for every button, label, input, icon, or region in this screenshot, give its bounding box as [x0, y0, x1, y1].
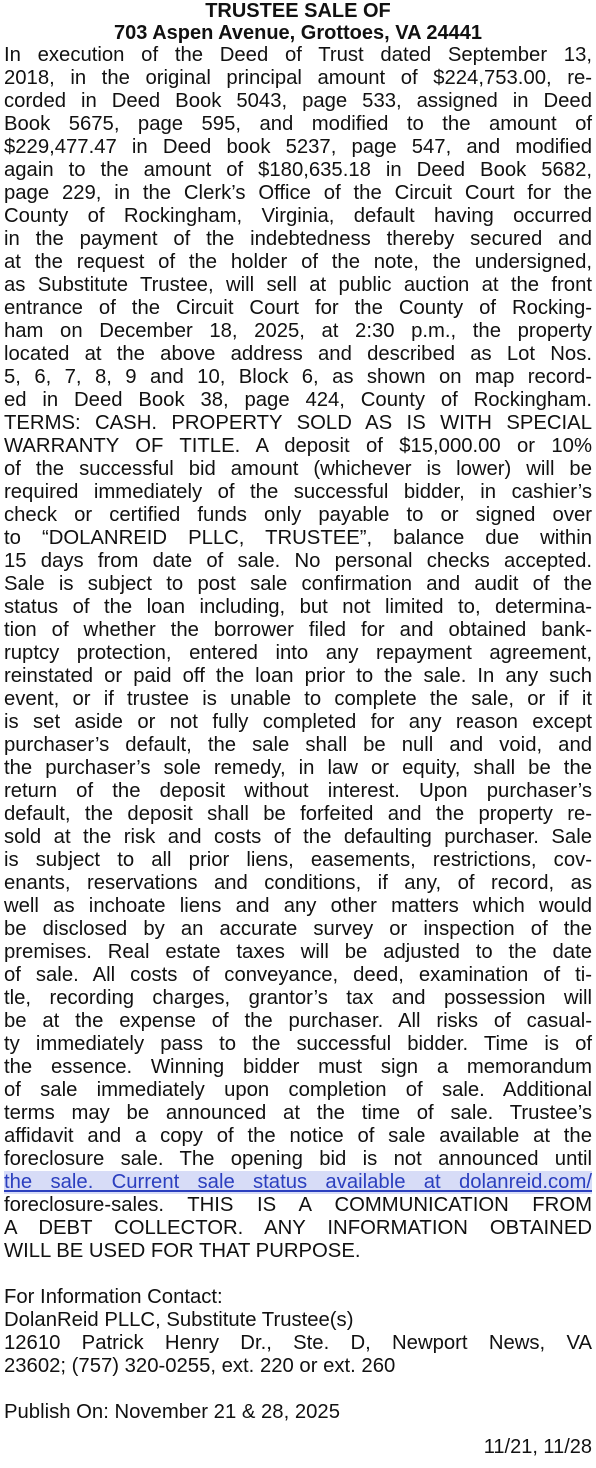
publish-on-text: Publish On: November 21 & 28, 2025 [4, 1401, 340, 1423]
body-line: of the successful bid amount (whichever is lower) will be [4, 458, 592, 480]
body-line: ruptcy protection, entered into any repayment agreement, [4, 642, 592, 664]
sale-status-link[interactable]: the sale. Current sale status available at dolanreid.com/ [4, 1171, 592, 1193]
title-line-1: TRUSTEE SALE OF [205, 0, 391, 22]
body-line: foreclosure sale. The opening bid is not announced until [4, 1148, 592, 1170]
body-line: purchaser’s default, the sale shall be null and void, and [4, 734, 592, 756]
title-line-2-address: 703 Aspen Avenue, Grottoes, VA 24441 [114, 22, 482, 44]
body-line: ham on December 18, 2025, at 2:30 p.m., the property [4, 320, 592, 342]
body-line: terms may be announced at the time of sale. Trustee’s [4, 1102, 592, 1124]
body-line: status of the loan including, but not limited to, determina- [4, 596, 592, 618]
contact-block [4, 1286, 592, 1378]
body-line: located at the above address and described as Lot Nos. [4, 343, 592, 365]
body-line: the purchaser’s sole remedy, in law or equity, shall be the [4, 757, 592, 779]
body-line: Sale is subject to post sale confirmation and audit of the [4, 573, 592, 595]
body-line: as Substitute Trustee, will sell at public auction at the front [4, 274, 592, 296]
body-line: County of Rockingham, Virginia, default having occurred [4, 205, 592, 227]
body-line: ty immediately pass to the successful bidder. Time is of [4, 1033, 592, 1055]
body-line: check or certified funds only payable to or signed over [4, 504, 592, 526]
body-line: is subject to all prior liens, easements, restrictions, cov- [4, 849, 592, 871]
legal-notice [4, 0, 592, 1424]
body-line: return of the deposit without interest. Upon purchaser’s [4, 780, 592, 802]
body-line: again to the amount of $180,635.18 in Deed Book 5682, [4, 159, 592, 181]
body-line: 5, 6, 7, 8, 9 and 10, Block 6, as shown on map record- [4, 366, 592, 388]
publication-dates-code: 11/21, 11/28 [483, 1436, 592, 1458]
body-line: ed in Deed Book 38, page 424, County of Rockingham. [4, 389, 592, 411]
body-line: reinstated or paid off the loan prior to the sale. In any such [4, 665, 592, 687]
notice-title [4, 0, 592, 44]
body-line: premises. Real estate taxes will be adjusted to the date [4, 941, 592, 963]
body-line: 15 days from date of sale. No personal checks accepted. [4, 550, 592, 572]
body-tail-line: foreclosure-sales. THIS IS A COMMUNICATION FROM [4, 1194, 592, 1216]
body-line: to “DOLANREID PLLC, TRUSTEE”, balance due within [4, 527, 592, 549]
body-line: corded in Deed Book 5043, page 533, assigned in Deed [4, 90, 592, 112]
body-line: entrance of the Circuit Court for the County of Rocking- [4, 297, 592, 319]
body-line: tle, recording charges, grantor’s tax and possession will [4, 987, 592, 1009]
body-line: well as inchoate liens and any other matters which would [4, 895, 592, 917]
body-line: In execution of the Deed of Trust dated September 13, [4, 44, 592, 66]
notice-body-link-line [4, 1171, 592, 1194]
body-line: 2018, in the original principal amount of $224,753.00, re- [4, 67, 592, 89]
contact-address-line-2: 23602; (757) 320-0255, ext. 220 or ext. 260 [4, 1355, 396, 1377]
body-line: Book 5675, page 595, and modified to the amount of [4, 113, 592, 135]
body-line: affidavit and a copy of the notice of sale available at the [4, 1125, 592, 1147]
body-line: WARRANTY OF TITLE. A deposit of $15,000.00 or 10% [4, 435, 592, 457]
notice-body [4, 44, 592, 1171]
notice-body-tail [4, 1194, 592, 1263]
body-line: tion of whether the borrower filed for and obtained bank- [4, 619, 592, 641]
body-line: required immediately of the successful bidder, in cashier’s [4, 481, 592, 503]
contact-heading: For Information Contact: [4, 1286, 223, 1308]
contact-address-line-1: 12610 Patrick Henry Dr., Ste. D, Newport News, VA [4, 1332, 592, 1354]
body-line: default, the deposit shall be forfeited and the property re- [4, 803, 592, 825]
publish-block [4, 1401, 592, 1424]
body-tail-line: WILL BE USED FOR THAT PURPOSE. [4, 1240, 361, 1262]
body-line: the essence. Winning bidder must sign a memorandum [4, 1056, 592, 1078]
body-line: TERMS: CASH. PROPERTY SOLD AS IS WITH SPECIAL [4, 412, 592, 434]
body-line: sold at the risk and costs of the defaulting purchaser. Sale [4, 826, 592, 848]
body-line: event, or if trustee is unable to complete the sale, or if it [4, 688, 592, 710]
body-line: is set aside or not fully completed for any reason except [4, 711, 592, 733]
body-line: $229,477.47 in Deed book 5237, page 547, and modified [4, 136, 592, 158]
body-line: of sale. All costs of conveyance, deed, examination of ti- [4, 964, 592, 986]
body-line: of sale immediately upon completion of sale. Additional [4, 1079, 592, 1101]
body-line: be disclosed by an accurate survey or inspection of the [4, 918, 592, 940]
body-tail-line: A DEBT COLLECTOR. ANY INFORMATION OBTAINED [4, 1217, 592, 1239]
contact-name: DolanReid PLLC, Substitute Trustee(s) [4, 1309, 354, 1331]
body-line: be at the expense of the purchaser. All risks of casual- [4, 1010, 592, 1032]
body-line: page 229, in the Clerk’s Office of the Circuit Court for the [4, 182, 592, 204]
body-line: enants, reservations and conditions, if any, of record, as [4, 872, 592, 894]
body-line: in the payment of the indebtedness thereby secured and [4, 228, 592, 250]
body-line: at the request of the holder of the note, the undersigned, [4, 251, 592, 273]
